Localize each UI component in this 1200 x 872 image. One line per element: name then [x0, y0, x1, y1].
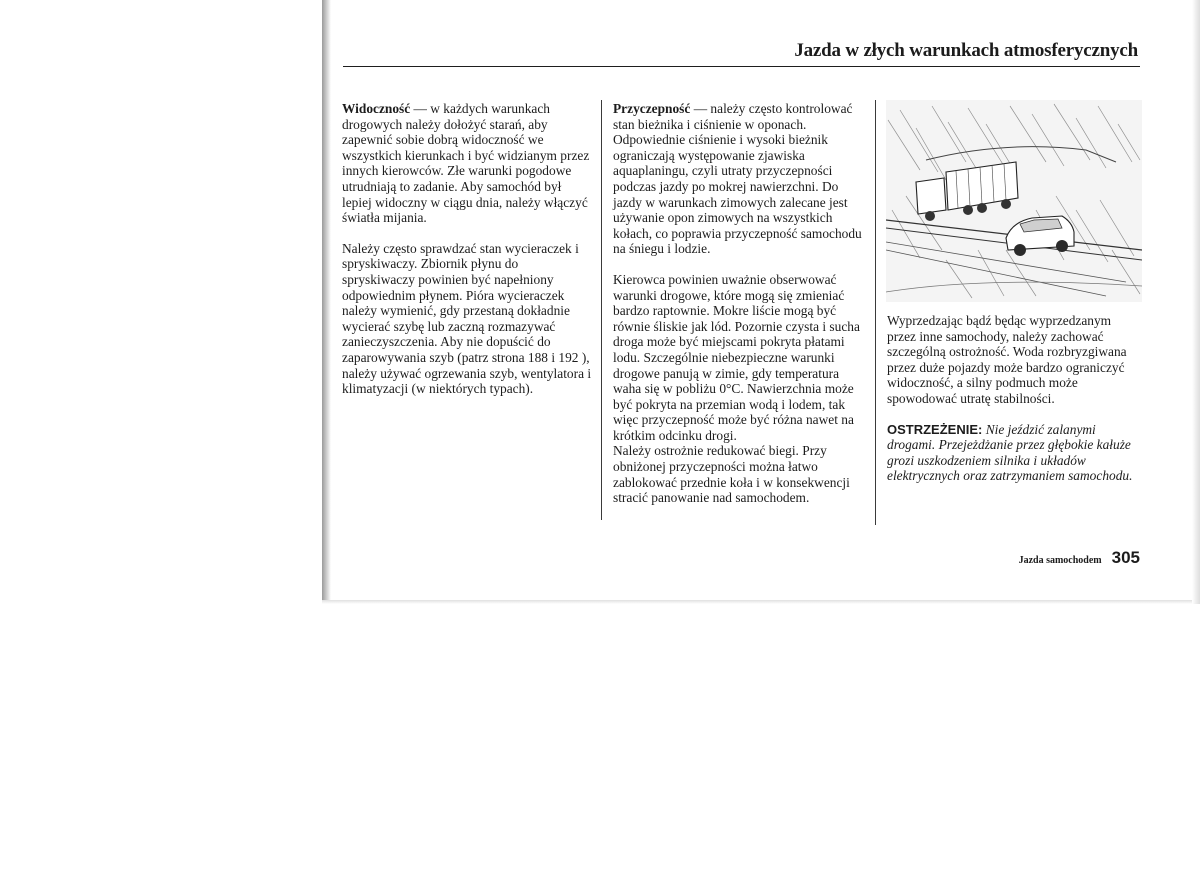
header-rule: [343, 66, 1140, 67]
column-divider-1: [601, 100, 602, 520]
column-divider-2: [875, 100, 876, 525]
page-title: Jazda w złych warunkach atmosferycznych: [794, 40, 1138, 61]
page-footer: [1019, 548, 1140, 568]
gears-paragraph: Należy ostrożnie redukować biegi. Przy obniżonej przyczepności można łatwo zablokować przednie koła i w konsekwencji stracić panowanie nad samochodem.: [613, 443, 850, 506]
visibility-text: — w każdych warunkach drogowych należy dołożyć starań, aby zapewnić sobie dobrą widoczność we wszystkich kierunkach i być widzianym przez innych kierowców. Złe warunki pogodowe utrudniają to zadanie. Aby samochód był lepiej widoczny w ciągu dnia, należy włączyć światła mijania.: [342, 101, 590, 226]
page-bottom-edge: [322, 600, 1200, 604]
traction-text: — należy często kontrolować stan bieżnika i ciśnienie w oponach. Odpowiednie ciśnienie i wysoki bieżnik ograniczają występowanie zjawiska aquaplaningu, czyli utraty przyczepności podczas jazdy po mokrej nawierzchni. Do jazdy w warunkach zimowych zalecane jest używanie opon zimowych na wszystkich kołach, co poprawia przyczepność samochodu na śniegu i lodzie.: [613, 101, 862, 257]
column-2: [613, 101, 865, 506]
scan-binding-shadow: [322, 0, 331, 604]
page-number: 305: [1111, 548, 1140, 567]
rain-road-truck-car-illustration: [886, 100, 1142, 302]
warning-paragraph: [887, 422, 1143, 484]
overtaking-paragraph: Wyprzedzając bądź będąc wyprzedzanym przez inne samochody, należy zachować szczególną ostrożność. Woda rozbryzgiwana przez duże pojazdy może bardzo ograniczyć widoczność, a silny podmuch może spowodować utratę stabilności.: [887, 313, 1127, 406]
visibility-paragraph: [342, 101, 594, 226]
traction-heading: Przyczepność: [613, 101, 691, 116]
warning-text: Nie jeździć zalanymi drogami. Przejeżdżanie przez głębokie kałuże grozi uszkodzeniem silnika i układów elektrycznych oraz zatrzymaniem samochodu.: [887, 421, 1133, 484]
traction-paragraph: [613, 101, 865, 257]
column-3: [887, 313, 1143, 484]
page-right-edge: [1192, 0, 1200, 604]
road-conditions-paragraph: Kierowca powinien uważnie obserwować warunki drogowe, które mogą się zmieniać bardzo raptownie. Mokre liście mogą być równie śliskie jak lód. Pozornie czysta i sucha droga może być miejscami pokryta płatami lodu. Szczególnie niebezpieczne warunki drogowe panują w zimie, gdy temperatura waha się w pobliżu 0°C. Nawierzchnia może być pokryta na przemian wodą i lodem, tak więc przyczepność może być różna nawet na krótkim odcinku drogi.: [613, 271, 860, 443]
warning-label: OSTRZEŻENIE:: [887, 421, 983, 437]
column-1: [342, 101, 594, 397]
footer-section-label: Jazda samochodem: [1018, 555, 1102, 566]
wipers-paragraph: Należy często sprawdzać stan wycieraczek i spryskiwaczy. Zbiornik płynu do spryskiwaczy powinien być napełniony odpowiednim płynem. Pióra wycieraczek należy wymienić, gdy przestaną dokładnie wycierać szybę lub zaczną rozmazywać zanieczyszczenia. Aby nie dopuścić do zaparowywania szyb (patrz strona 188 i 192 ), należy używać ogrzewania szyb, wentylatora i klimatyzacji (w niektórych typach).: [342, 240, 592, 397]
visibility-heading: Widoczność: [342, 101, 411, 116]
